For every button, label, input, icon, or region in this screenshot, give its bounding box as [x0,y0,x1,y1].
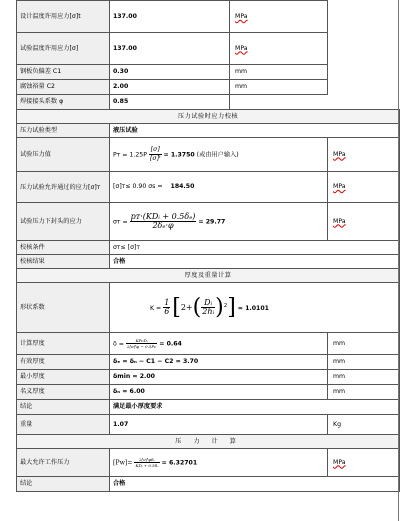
eff-thickness-unit: mm [328,355,400,370]
design-stress-unit: MPa [230,1,328,33]
min-thickness-unit: mm [328,370,400,385]
test-type-row [17,124,400,138]
calc-thickness-unit: mm [328,333,400,355]
test-stress-unit: MPa [230,33,328,65]
max-pressure-unit: MPa [328,449,400,477]
test-pressure-label: 试验压力值 [17,138,110,172]
calc-thickness-row [17,333,400,355]
pressure-test-header-row [17,110,400,124]
min-thickness-label: 最小厚度 [17,370,110,385]
test-pressure-unit: MPa [328,138,400,172]
c2-value: 2.00 [110,80,230,95]
phi-value: 0.85 [110,95,230,110]
calculation-table [16,0,400,492]
nominal-thickness-formula: δₙ = 6.00 [110,385,328,400]
pressure-conclusion-row [17,477,400,492]
k-one-sixth: $\frac{1}{6}$ [164,298,170,316]
pressure-test-header: 压力试验时应力校核 [17,110,400,124]
pressure-conclusion-value: 合格 [110,477,400,492]
pressure-calc-header: 压 力 计 算 [17,435,400,449]
eff-thickness-row [17,355,400,370]
thickness-header-row [17,269,400,283]
pressure-calc-header-row [17,435,400,449]
head-stress-formula: σᴛ = $\frac{\text{pᴛ·(KDᵢ + 0.5δₑ)}}{\text{2δₑ·φ}}$ = 29.77 [110,203,328,241]
test-stress-value: 137.00 [110,33,230,65]
c2-row [17,80,400,95]
c1-unit: mm [230,65,328,80]
result-row [17,255,400,269]
design-stress-value: 137.00 [110,1,230,33]
calc-thickness-fraction: $\frac{\text{KPcDᵢ}}{\text{2[σ]ᵗφ − 0.5Pc}}$ [126,338,157,349]
k-di-over-hi: $\frac{\text{Dᵢ}}{\text{2hᵢ}}$ [202,298,215,316]
weight-value: 1.07 [110,415,328,435]
condition-value: σᴛ≤ [σ]ᴛ [110,241,400,255]
thickness-conclusion-value: 满足最小厚度要求 [110,400,400,415]
calc-thickness-label: 计算厚度 [17,333,110,355]
c2-unit: mm [230,80,328,95]
design-stress-label: 设计温度许用应力[σ]t [17,1,110,33]
max-pressure-fraction: $\frac{\text{2[σ]ᵗφδₑ}}{\text{KDᵢ + 0.5δₑ}}$ [135,457,159,468]
weight-label: 重量 [17,415,110,435]
weight-row [17,415,400,435]
allowable-label: 压力试验允许通过的应力[σ]ᴛ [17,172,110,203]
test-type-value: 液压试验 [110,124,400,138]
thickness-conclusion-label: 结论 [17,400,110,415]
nominal-thickness-row [17,385,400,400]
condition-label: 校核条件 [17,241,110,255]
test-type-label: 压力试验类型 [17,124,110,138]
calc-thickness-formula: δ = $\frac{\text{KPcDᵢ}}{\text{2[σ]ᵗφ − 0.5Pc}}$ = 0.64 [110,333,328,355]
min-thickness-formula: δmin = 2.00 [110,370,328,385]
test-pressure-row [17,138,400,172]
c1-value: 0.30 [110,65,230,80]
max-pressure-formula: [Pw]= $\frac{\text{2[σ]ᵗφδₑ}}{\text{KDᵢ + 0.5δₑ}}$ = 6.32701 [110,449,328,477]
condition-row [17,241,400,255]
nominal-thickness-label: 名义厚度 [17,385,110,400]
shape-factor-formula: K = $\frac{1}{6}$ [2+( $\frac{\text{Dᵢ}}{\text{2hᵢ}}$ )$^2$] = 1.0101 [110,283,400,333]
pressure-conclusion-label: 结论 [17,477,110,492]
test-stress-row [17,33,400,65]
nominal-thickness-unit: mm [328,385,400,400]
test-stress-label: 试验温度许用应力[σ] [17,33,110,65]
head-stress-label: 试验压力下封头的应力 [17,203,110,241]
test-pressure-formula: Pᴛ = 1.25P $\frac{[\sigma]}{\text{[σ]ᵗ}}$ = 1.3750 (或由用户输入) [110,138,328,172]
shape-factor-row [17,283,400,333]
phi-label: 焊接接头系数 φ [17,95,110,110]
eff-thickness-formula: δₑ = δₙ − C1 − C2 = 3.70 [110,355,328,370]
page-right-border [398,0,399,521]
allowable-unit: MPa [328,172,400,203]
head-stress-fraction: $\frac{\text{pᴛ·(KDᵢ + 0.5δₑ)}}{\text{2δₑ·φ}}$ [130,212,196,230]
c1-label: 钢板负偏差 C1 [17,65,110,80]
test-pressure-fraction: $\frac{[\sigma]}{\text{[σ]ᵗ}}$ [149,146,161,162]
result-value: 合格 [110,255,400,269]
shape-factor-label: 形状系数 [17,283,110,333]
max-pressure-row [17,449,400,477]
thickness-conclusion-row [17,400,400,415]
c1-row [17,65,400,80]
thickness-header: 厚度及重量计算 [17,269,400,283]
design-stress-row [17,1,400,33]
eff-thickness-label: 有效厚度 [17,355,110,370]
allowable-formula: [σ]ᴛ≤ 0.90 σs = 184.50 [110,172,328,203]
weight-unit: Kg [328,415,400,435]
min-thickness-row [17,370,400,385]
max-pressure-label: 最大允许工作压力 [17,449,110,477]
head-stress-row [17,203,400,241]
phi-row [17,95,400,110]
allowable-row [17,172,400,203]
head-stress-unit: MPa [328,203,400,241]
result-label: 校核结果 [17,255,110,269]
c2-label: 腐蚀裕量 C2 [17,80,110,95]
